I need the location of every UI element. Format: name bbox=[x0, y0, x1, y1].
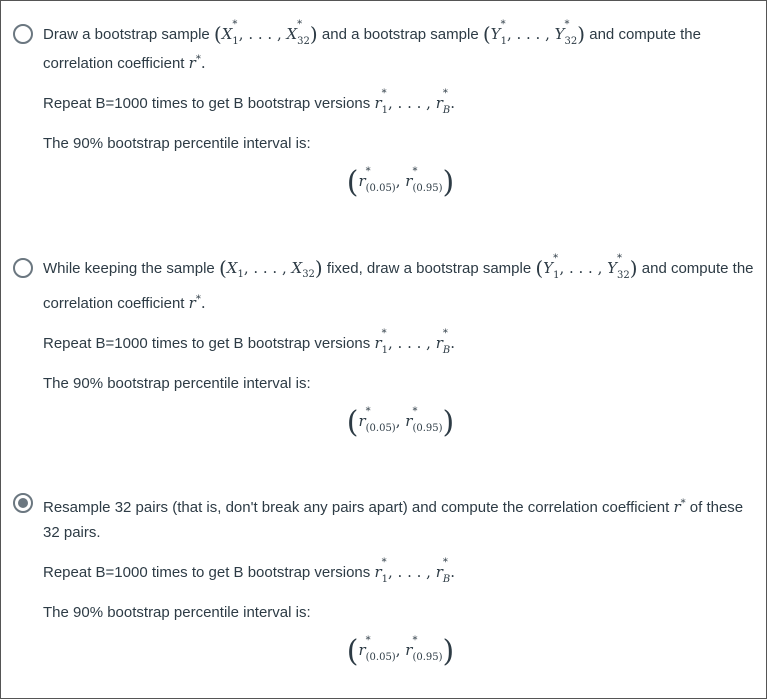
option-3-math-r: r* bbox=[673, 498, 686, 516]
option-1-lead bbox=[43, 19, 758, 76]
option-2-math-y-sample: (Y * 1, . . . , Y * 32) bbox=[535, 253, 638, 281]
radio-button-2[interactable] bbox=[13, 258, 33, 278]
option-2-lead bbox=[43, 253, 758, 316]
option-2-repeat-math: r * 1, . . . , r * B. bbox=[374, 328, 455, 356]
option-1-lead-mid: and a bootstrap sample bbox=[321, 26, 479, 43]
option-2-interval-formula: (r * (0.05), r * (0.95)) bbox=[346, 405, 455, 440]
option-1-repeat-text: Repeat B=1000 times to get B bootstrap versions bbox=[43, 95, 371, 112]
radio-button-3[interactable] bbox=[13, 493, 33, 513]
option-3-interval-formula: (r * (0.05), r * (0.95)) bbox=[346, 634, 455, 669]
option-3-interval-label: The 90% bootstrap percentile interval is: bbox=[43, 604, 311, 621]
option-1-math-r: r*. bbox=[188, 54, 206, 72]
option-1-interval-label: The 90% bootstrap percentile interval is: bbox=[43, 135, 311, 152]
option-3-repeat-math: r * 1, . . . , r * B. bbox=[374, 557, 455, 585]
option-3-repeat-text: Repeat B=1000 times to get B bootstrap versions bbox=[43, 564, 371, 581]
option-1-lead-end: and compute the correlation coefficient bbox=[43, 26, 701, 72]
option-2-interval-label: The 90% bootstrap percentile interval is: bbox=[43, 375, 311, 392]
option-1-repeat-math: r * 1, . . . , r * B. bbox=[374, 88, 455, 116]
option-3-repeat bbox=[43, 557, 758, 585]
option-1-math-x-sample: (X * 1, . . . , X * 32) bbox=[213, 19, 318, 47]
option-3-lead-text: Resample 32 pairs (that is, don't break any pairs apart) and compute the correlation coefficient bbox=[43, 499, 670, 516]
option-2-lead-end: and compute the correlation coefficient bbox=[43, 260, 754, 312]
option-1-lead-text: Draw a bootstrap sample bbox=[43, 26, 210, 43]
option-3-lead-end: of these 32 pairs. bbox=[43, 499, 744, 541]
answer-option-3[interactable] bbox=[13, 493, 758, 678]
option-3-lead bbox=[43, 491, 758, 545]
option-1-repeat bbox=[43, 88, 758, 116]
answer-option-2[interactable] bbox=[13, 253, 758, 449]
answer-option-1[interactable] bbox=[13, 19, 758, 209]
option-2-repeat bbox=[43, 328, 758, 356]
radio-button-1[interactable] bbox=[13, 24, 33, 44]
option-1-interval-formula: (r * (0.05), r * (0.95)) bbox=[346, 165, 455, 200]
option-2-math-r: r*. bbox=[188, 294, 206, 312]
option-2-math-x-sample: ($X_1$, . . . , $X_{32}$) bbox=[218, 256, 323, 280]
option-2-repeat-text: Repeat B=1000 times to get B bootstrap versions bbox=[43, 335, 371, 352]
option-2-lead-mid: fixed, draw a bootstrap sample bbox=[326, 260, 532, 277]
option-2-lead-text: While keeping the sample bbox=[43, 260, 215, 277]
option-1-math-y-sample: (Y * 1, . . . , Y * 32) bbox=[482, 19, 586, 47]
